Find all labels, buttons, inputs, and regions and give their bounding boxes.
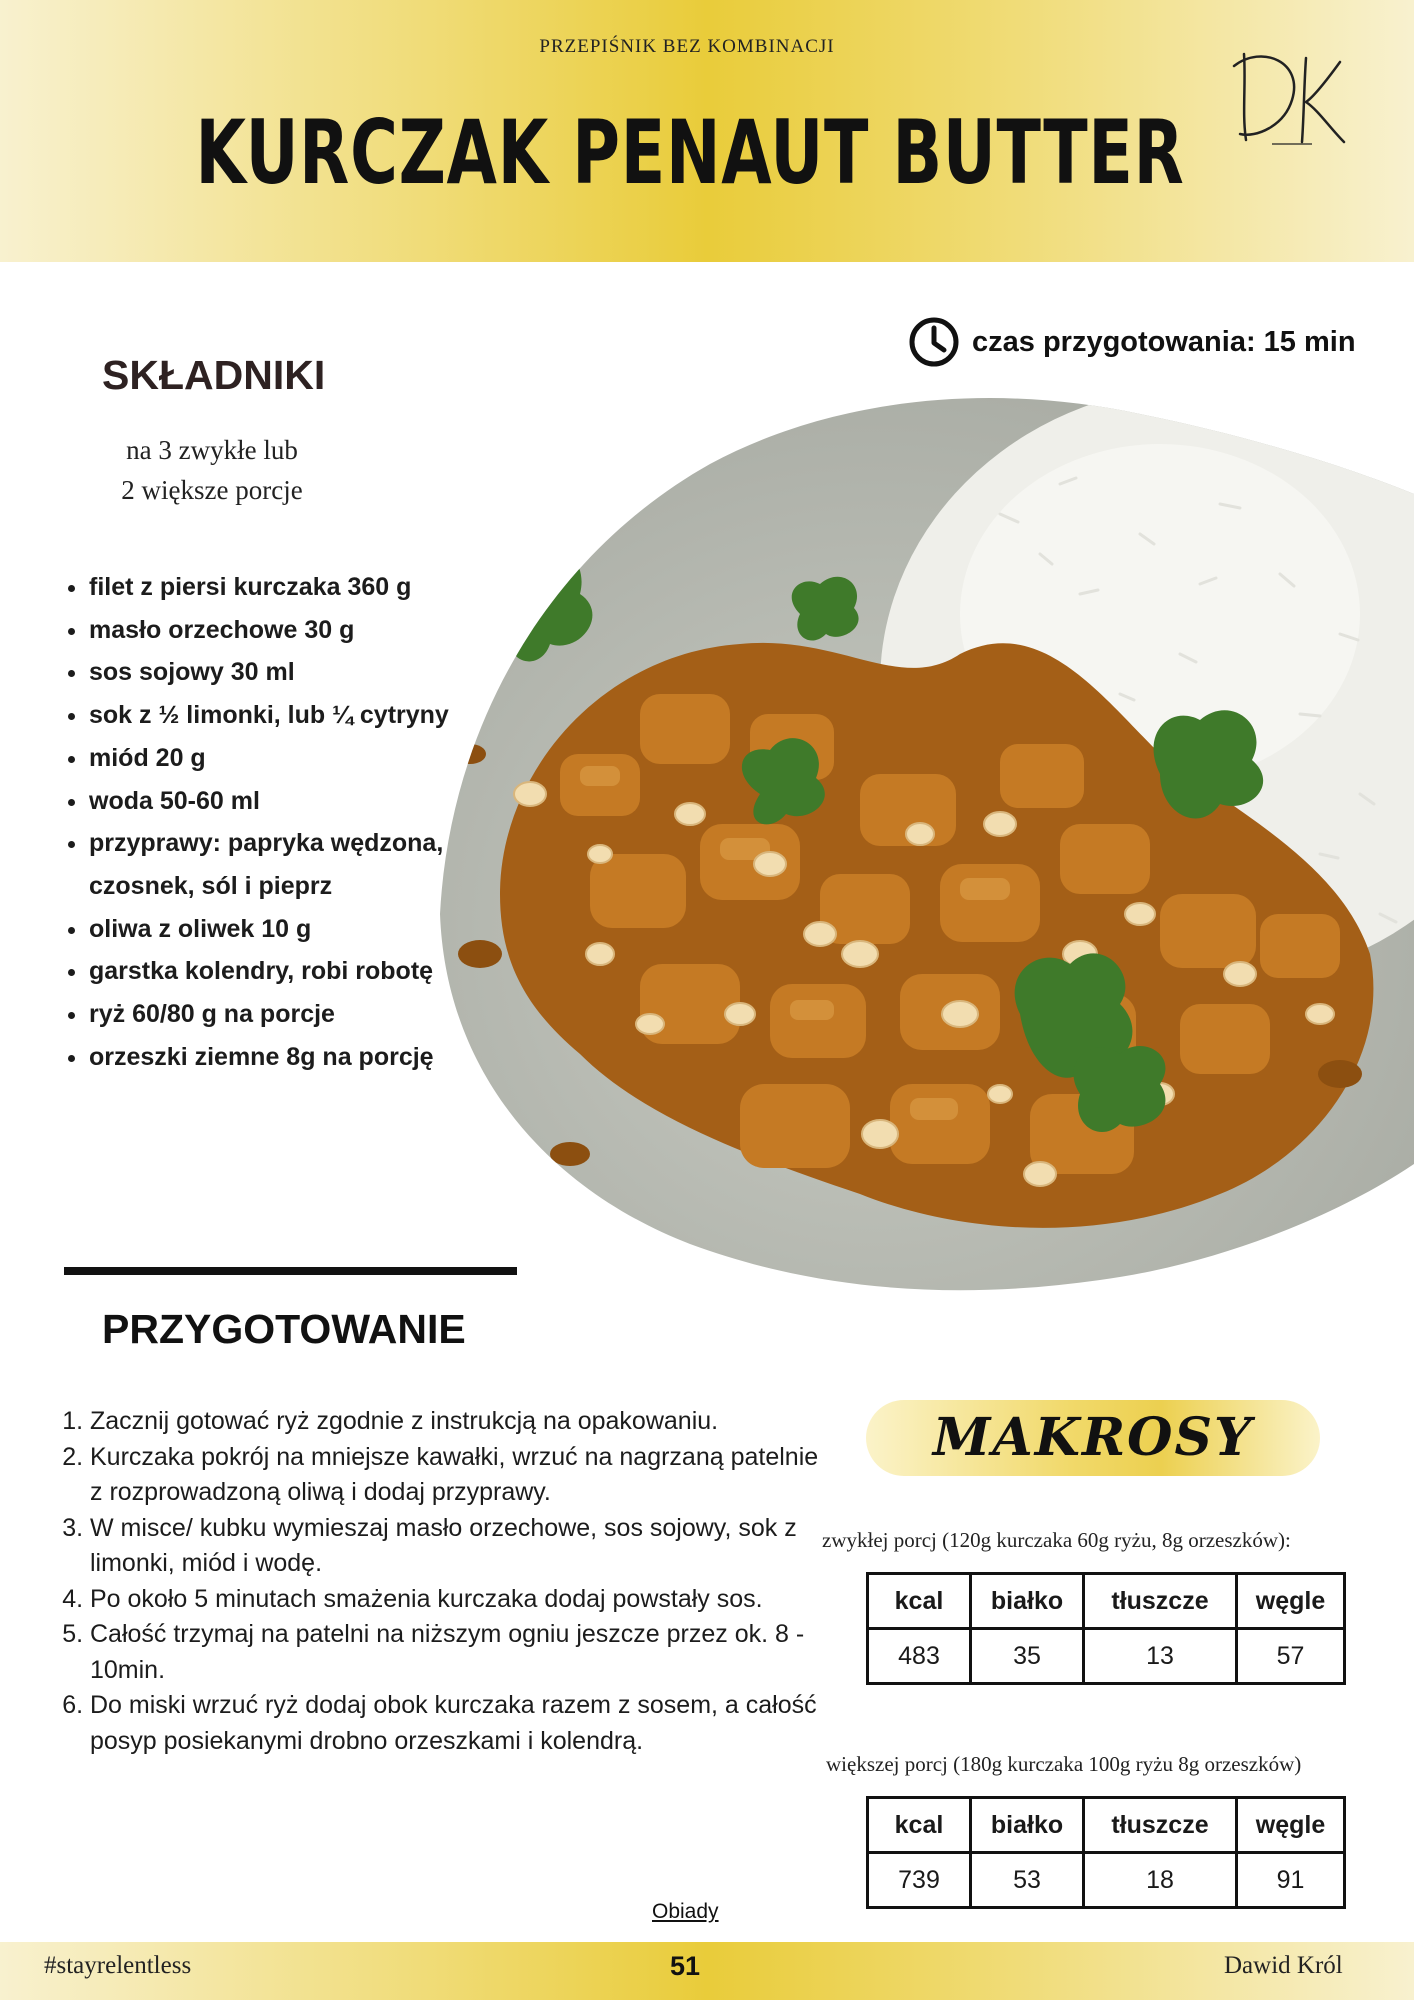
col-fat: tłuszcze [1084, 1798, 1237, 1853]
step-item: 6. Do miski wrzuć ryż dodaj obok kurczaka razem z sosem, a całość posyp posiekanymi drobno orzeszkami i kolendrą. [90, 1688, 830, 1759]
ingredient-item: • ryż 60/80 g na porcje [89, 993, 529, 1036]
protein-value: 35 [971, 1629, 1084, 1684]
category-link-obiady[interactable]: Obiady [652, 1900, 719, 1923]
col-protein: białko [971, 1574, 1084, 1629]
table-header-row [868, 1798, 1345, 1853]
footer-banner [0, 1942, 1414, 2000]
col-kcal: kcal [868, 1574, 971, 1629]
preparation-steps [60, 1404, 830, 1759]
dk-fitness-logo [1232, 44, 1352, 154]
step-item: 2. Kurczaka pokrój na mniejsze kawałki, wrzuć na nagrzaną patelnie z rozprowadzoną oliwą i dodaj przyprawy. [90, 1440, 830, 1511]
fat-value: 13 [1084, 1629, 1237, 1684]
ingredients-heading: SKŁADNIKI [102, 352, 326, 398]
page-number: 51 [670, 1951, 701, 1981]
step-item: 3. W misce/ kubku wymieszaj masło orzechowe, sos sojowy, sok z limonki, miód i wodę. [90, 1511, 830, 1582]
ingredient-item: • masło orzechowe 30 g [89, 609, 529, 652]
col-carbs: węgle [1237, 1574, 1345, 1629]
col-fat: tłuszcze [1084, 1574, 1237, 1629]
prep-time-text: czas przygotowania: 15 min [972, 325, 1356, 358]
regular-portion-label: zwykłej porcj (120g kurczaka 60g ryżu, 8g orzeszków): [822, 1528, 1291, 1552]
prep-time [908, 314, 1356, 370]
regular-macros-table [866, 1572, 1346, 1685]
clock-icon [908, 316, 960, 368]
col-protein: białko [971, 1798, 1084, 1853]
recipe-title: KURCZAK PENAUT BUTTER [195, 101, 1185, 204]
step-item: 1. Zacznij gotować ryż zgodnie z instrukcją na opakowaniu. [90, 1404, 830, 1440]
protein-value: 53 [971, 1853, 1084, 1908]
large-portion-label: większej porcj (180g kurczaka 100g ryżu 8g orzeszków) [826, 1752, 1302, 1776]
kcal-value: 483 [868, 1629, 971, 1684]
kcal-value: 739 [868, 1853, 971, 1908]
dish-photo [440, 394, 1414, 1292]
ingredient-item: • miód 20 g [89, 737, 529, 780]
preparation-heading: PRZYGOTOWANIE [102, 1306, 466, 1352]
step-item: 5. Całość trzymaj na patelni na niższym ogniu jeszcze przez ok. 8 - 10min. [90, 1617, 830, 1688]
table-row [868, 1853, 1345, 1908]
portion-line-1: na 3 zwykłe lub [126, 435, 298, 465]
section-divider [64, 1267, 517, 1275]
ingredient-item: • garstka kolendry, robi robotę [89, 950, 529, 993]
portion-note [112, 430, 312, 510]
ingredient-item: • filet z piersi kurczaka 360 g [89, 566, 529, 609]
portion-line-2: 2 większe porcje [121, 475, 303, 505]
large-macros-table [866, 1796, 1346, 1909]
book-kicker: PRZEPIŚNIK BEZ KOMBINACJI [539, 36, 835, 57]
ingredient-item: • oliwa z oliwek 10 g [89, 908, 529, 951]
ingredient-item: • sos sojowy 30 ml [89, 651, 529, 694]
ingredient-item: • orzeszki ziemne 8g na porcję [89, 1036, 529, 1079]
fat-value: 18 [1084, 1853, 1237, 1908]
ingredient-item: • woda 50-60 ml [89, 780, 529, 823]
step-item: 4. Po około 5 minutach smażenia kurczaka dodaj powstały sos. [90, 1582, 830, 1618]
col-carbs: węgle [1237, 1798, 1345, 1853]
col-kcal: kcal [868, 1798, 971, 1853]
ingredient-item: • sok z ½ limonki, lub ¼ cytryny [89, 694, 529, 737]
ingredient-item: • przyprawy: papryka wędzona, czosnek, sól i pieprz [89, 822, 529, 907]
footer-author: Dawid Król [1224, 1952, 1343, 1979]
carbs-value: 57 [1237, 1629, 1345, 1684]
carbs-value: 91 [1237, 1853, 1345, 1908]
macros-title: MAKROSY [932, 1407, 1254, 1468]
table-header-row [868, 1574, 1345, 1629]
footer-hashtag: #stayrelentless [44, 1952, 192, 1979]
table-row [868, 1629, 1345, 1684]
